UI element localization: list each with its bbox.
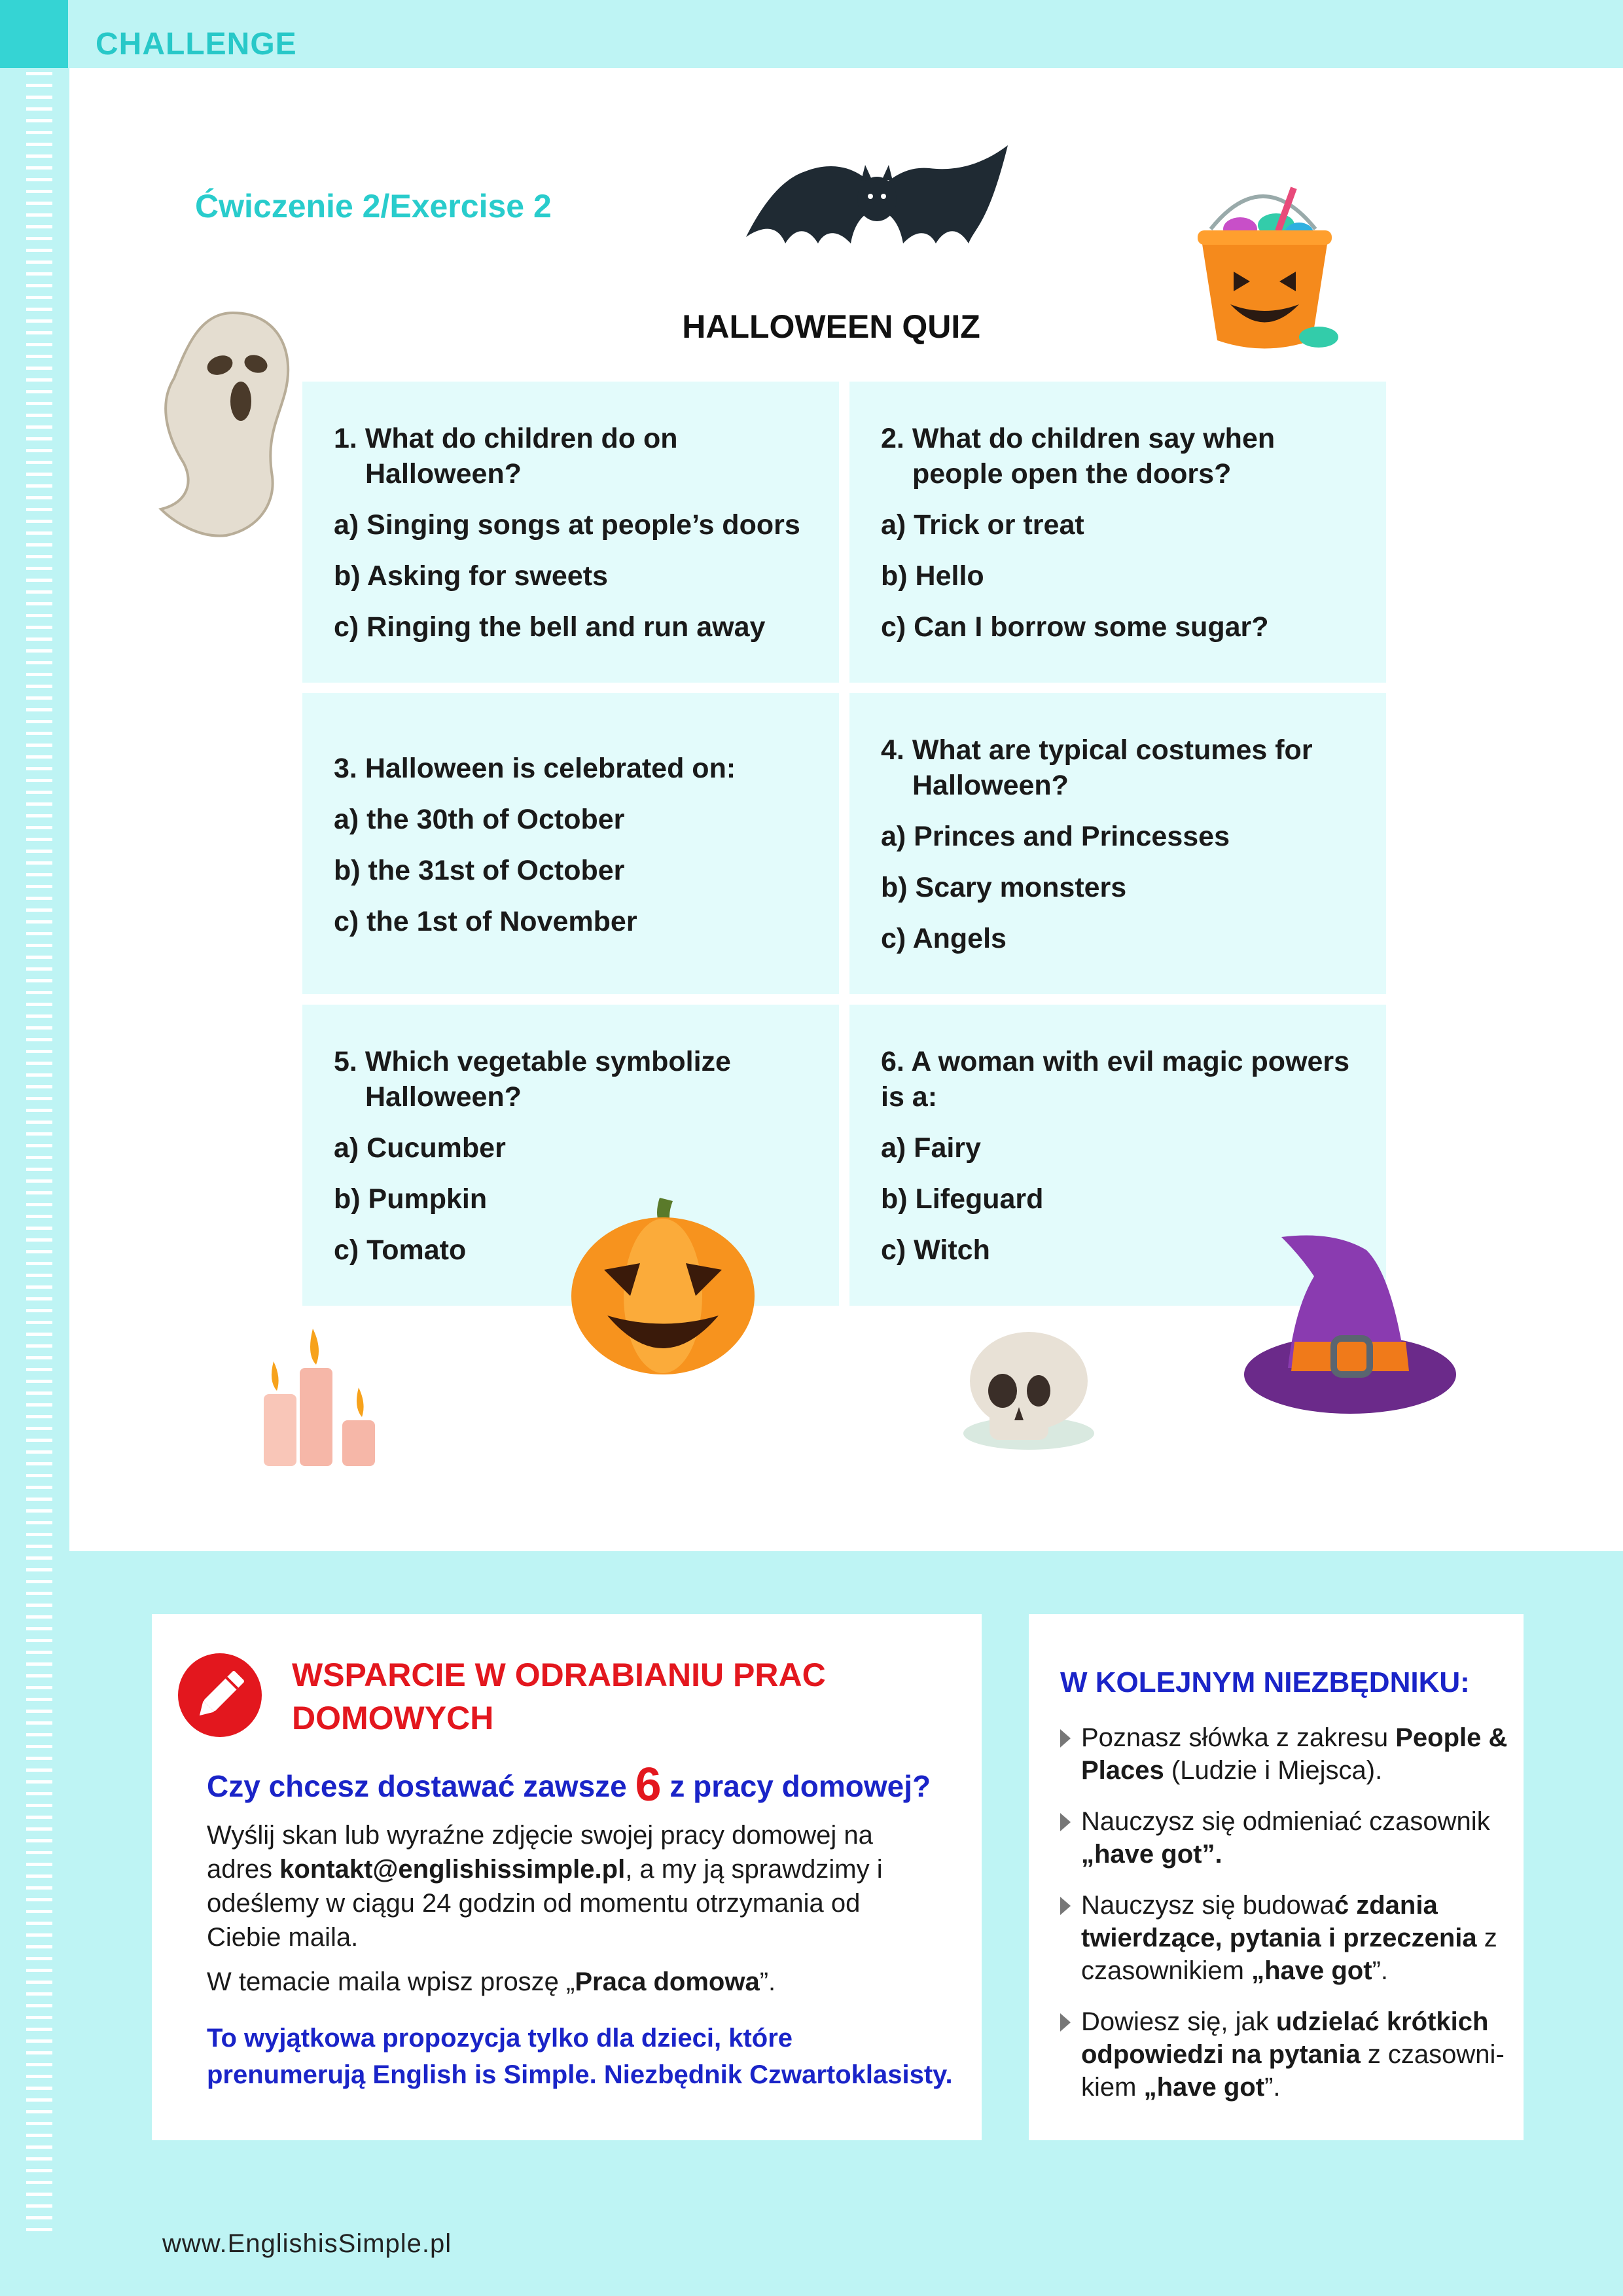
answer-option: a) Princes and Princesses <box>881 821 1230 852</box>
question-text: 2. What do children say when people open the doors? <box>881 423 1275 490</box>
answer-option: c) Angels <box>881 923 1007 954</box>
answer-option: b) Lifeguard <box>881 1183 1044 1215</box>
triangle-bullet-icon <box>1060 1813 1071 1831</box>
skull-illustration <box>957 1329 1101 1453</box>
support-question: Czy chcesz dostawać zawsze 6 z pracy domowej? <box>207 1759 931 1811</box>
question-text: 3. Halloween is celebrated on: <box>334 753 736 784</box>
answer-option: c) Can I borrow some sugar? <box>881 611 1269 643</box>
next-issue-item: Dowiesz się, jak udzielać krótkich odpowiedzi na pytania z czasowni-kiem „have got”. <box>1060 2005 1512 2104</box>
support-title: WSPARCIE W ODRABIANIU PRAC DOMOWYCH <box>292 1657 826 1736</box>
answer-option: c) the 1st of November <box>334 906 637 937</box>
candy-bucket-illustration <box>1185 177 1348 353</box>
support-subject-hint: W temacie maila wpisz proszę „Praca domowa”. <box>207 1967 776 1996</box>
question-text: 1. What do children do on Halloween? <box>334 423 678 490</box>
section-label: CHALLENGE <box>96 27 297 62</box>
answer-option: a) Cucumber <box>334 1132 506 1164</box>
answer-option: b) Asking for sweets <box>334 560 608 592</box>
answer-option: b) Hello <box>881 560 984 592</box>
question-box-4 <box>849 693 1386 994</box>
next-issue-item: Nauczysz się budować zdania twierdzące, pytania i przeczenia z czasownikiem „have got”. <box>1060 1889 1512 1987</box>
footer-url[interactable]: www.EnglishisSimple.pl <box>162 2229 452 2258</box>
question-text: 5. Which vegetable symbolize Halloween? <box>334 1046 731 1113</box>
homework-support-box <box>152 1614 982 2140</box>
answer-option: b) Pumpkin <box>334 1183 488 1215</box>
bat-illustration <box>746 145 1008 270</box>
next-issue-box <box>1029 1614 1524 2140</box>
answer-option: a) the 30th of October <box>334 804 625 835</box>
left-dashed-ruler <box>26 72 52 2232</box>
ghost-illustration <box>148 306 305 542</box>
triangle-bullet-icon <box>1060 1897 1071 1915</box>
answer-option: c) Witch <box>881 1234 990 1266</box>
exercise-title: Ćwiczenie 2/Exercise 2 <box>195 188 552 224</box>
triangle-bullet-icon <box>1060 1729 1071 1748</box>
answer-option: a) Singing songs at people’s doors <box>334 509 800 541</box>
header-corner-accent <box>0 0 68 68</box>
witch-hat-illustration <box>1242 1230 1458 1427</box>
question-box-2 <box>849 382 1386 683</box>
question-text: 4. What are typical costumes for Halloween? <box>881 734 1313 801</box>
answer-option: b) Scary monsters <box>881 872 1127 903</box>
next-issue-title: W KOLEJNYM NIEZBĘDNIKU: <box>1060 1666 1470 1698</box>
next-issue-item: Poznasz słówka z zakresu People & Places (Ludzie i Miejsca). <box>1060 1721 1512 1787</box>
answer-option: c) Tomato <box>334 1234 467 1266</box>
answer-option: a) Fairy <box>881 1132 981 1164</box>
triangle-bullet-icon <box>1060 2013 1071 2032</box>
jack-o-lantern-illustration <box>568 1191 758 1381</box>
question-box-1 <box>302 382 839 683</box>
support-offer: To wyjątkowa propozycja tylko dla dzieci, które prenumerują English is Simple. Niezbędnik Czwartoklasisty. <box>207 2024 953 2089</box>
quiz-title: HALLOWEEN QUIZ <box>682 308 980 345</box>
contact-email[interactable]: kontakt@englishissimple.pl <box>279 1855 626 1884</box>
answer-option: b) the 31st of October <box>334 855 625 886</box>
answer-option: c) Ringing the bell and run away <box>334 611 766 643</box>
candles-illustration <box>260 1329 385 1473</box>
support-instructions: Wyślij skan lub wyraźne zdjęcie swojej pracy domowej na adres kontakt@englishissimple.pl, a my ją sprawdzimy i odeślemy w ciągu 24 godzin od momentu otrzymania od Ciebie maila. <box>207 1821 883 1952</box>
question-box-3 <box>302 693 839 994</box>
next-issue-item: Nauczysz się odmieniać czasownik „have got”. <box>1060 1805 1512 1871</box>
answer-option: a) Trick or treat <box>881 509 1084 541</box>
question-text: 6. A woman with evil magic powers is a: <box>881 1046 1350 1113</box>
pencil-icon <box>178 1653 262 1737</box>
